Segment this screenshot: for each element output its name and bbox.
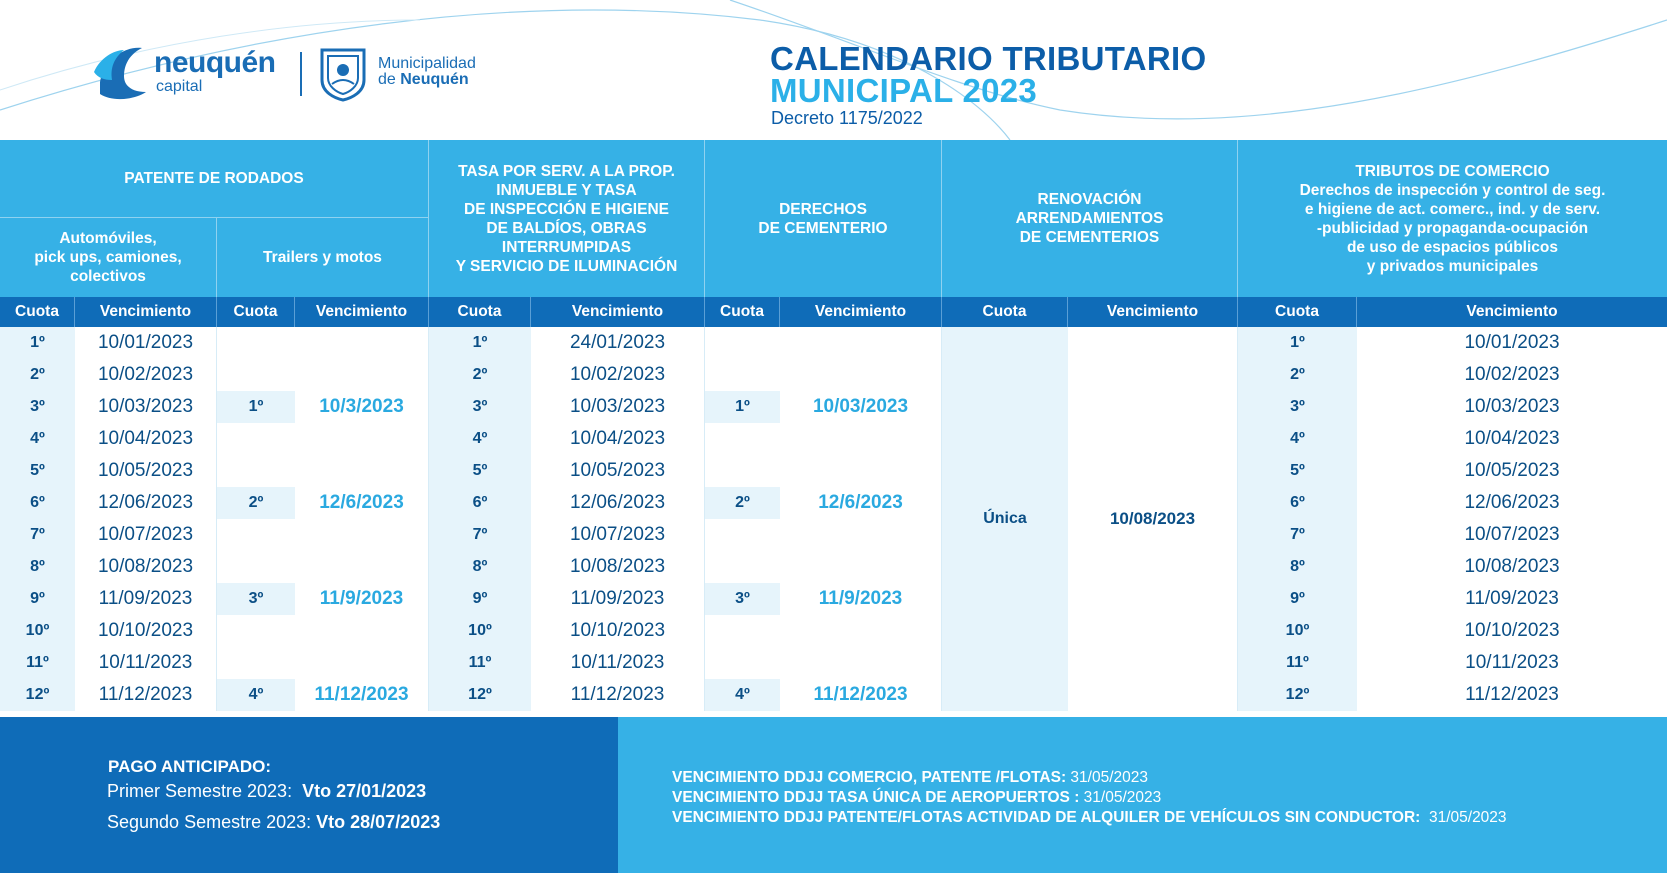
- comercio-vencimiento: 10/01/2023: [1464, 332, 1560, 353]
- auto-vencimiento: 10/01/2023: [75, 327, 217, 359]
- group-header-cementerio: DERECHOS DE CEMENTERIO: [705, 140, 942, 297]
- trailers-cuota: 2º: [217, 487, 295, 519]
- muni-line2-prefix: de: [378, 71, 401, 88]
- ddjj-line: [672, 769, 1148, 787]
- comercio-vencimiento: 10/11/2023: [1465, 652, 1559, 673]
- trailers-empty-cell: [295, 455, 429, 487]
- comercio-vencimiento: 10/08/2023: [1464, 556, 1560, 577]
- auto-cuota: 6º: [0, 487, 75, 519]
- tasa-vencimiento: 10/05/2023: [531, 455, 705, 487]
- cementerio-empty-cell: [780, 551, 942, 583]
- col-header-cuota: Cuota: [0, 297, 75, 327]
- tasa-cuota: 2º: [429, 359, 531, 391]
- tasa-cuota: 5º: [429, 455, 531, 487]
- subgroup-header-automoviles: Automóviles, pick ups, camiones, colectivos: [0, 217, 217, 297]
- comercio-vencimiento: 10/05/2023: [1464, 460, 1560, 481]
- col-header-cuota: Cuota: [1238, 297, 1357, 327]
- cementerio-vencimiento: 11/9/2023: [780, 583, 942, 615]
- auto-cuota: 8º: [0, 551, 75, 583]
- ddjj-value: 31/05/2023: [1420, 809, 1507, 826]
- col-header-cuota: Cuota: [705, 297, 780, 327]
- trailers-empty-cell: [295, 327, 429, 359]
- trailers-vencimiento: 11/12/2023: [295, 679, 429, 711]
- trailers-empty-cell: [295, 647, 429, 679]
- cementerio-empty-cell: [780, 647, 942, 679]
- comercio-cuota: 3º: [1238, 391, 1357, 423]
- neuquen-capital-logo: [90, 42, 280, 102]
- trailers-empty-cell: [217, 359, 295, 391]
- cementerio-empty-cell: [780, 455, 942, 487]
- tasa-vencimiento: 11/12/2023: [531, 679, 705, 711]
- col-header-vencimiento: Vencimiento: [1357, 297, 1667, 327]
- ddjj-value: 31/05/2023: [1079, 789, 1162, 806]
- col-header-vencimiento: Vencimiento: [531, 297, 705, 327]
- comercio-vencimiento: 11/09/2023: [1465, 588, 1559, 609]
- comercio-cuota: 10º: [1238, 615, 1357, 647]
- muni-line1: Municipalidad: [378, 55, 476, 72]
- trailers-cuota: 1º: [217, 391, 295, 423]
- renovacion-date: 10/08/2023: [1068, 327, 1238, 711]
- trailers-empty-cell: [217, 455, 295, 487]
- trailers-vencimiento: 11/9/2023: [295, 583, 429, 615]
- group-header-tasa: TASA POR SERV. A LA PROP. INMUEBLE Y TASA DE INSPECCIÓN E HIGIENE DE BALDÍOS, OBRAS INTERRUMPIDAS Y SERVICIO DE ILUMINACIÓN: [429, 140, 705, 297]
- comercio-vencimiento: 11/12/2023: [1465, 684, 1559, 705]
- comercio-cuota: 4º: [1238, 423, 1357, 455]
- auto-vencimiento: 12/06/2023: [75, 487, 217, 519]
- cementerio-vencimiento: 11/12/2023: [780, 679, 942, 711]
- ddjj-label: VENCIMIENTO DDJJ PATENTE/FLOTAS ACTIVIDAD DE ALQUILER DE VEHÍCULOS SIN CONDUCTOR:: [672, 809, 1421, 826]
- ddjj-deadlines-panel: [618, 717, 1667, 873]
- col-header-vencimiento: Vencimiento: [75, 297, 217, 327]
- cementerio-empty-cell: [780, 519, 942, 551]
- subgroup-header-trailers: Trailers y motos: [217, 217, 429, 297]
- auto-vencimiento: 10/11/2023: [75, 647, 217, 679]
- cementerio-cuota: 2º: [705, 487, 780, 519]
- col-header-vencimiento: Vencimiento: [780, 297, 942, 327]
- ddjj-line: [672, 789, 1161, 807]
- trailers-vencimiento: 10/3/2023: [295, 391, 429, 423]
- comercio-cuota: 8º: [1238, 551, 1357, 583]
- auto-vencimiento: 10/03/2023: [75, 391, 217, 423]
- comercio-vencimiento: 12/06/2023: [1464, 492, 1560, 513]
- tax-calendar-table: [0, 140, 1667, 717]
- tasa-vencimiento: 10/07/2023: [531, 519, 705, 551]
- auto-cuota: 10º: [0, 615, 75, 647]
- auto-cuota: 12º: [0, 679, 75, 711]
- tasa-cuota: 10º: [429, 615, 531, 647]
- comercio-cuota: 6º: [1238, 487, 1357, 519]
- muni-line2-bold: Neuquén: [400, 71, 469, 88]
- page-title: CALENDARIO TRIBUTARIO: [770, 40, 1207, 77]
- trailers-empty-cell: [295, 615, 429, 647]
- tasa-vencimiento: 10/08/2023: [531, 551, 705, 583]
- auto-cuota: 1º: [0, 327, 75, 359]
- first-semester-value: Vto 27/01/2023: [302, 781, 427, 801]
- auto-cuota: 7º: [0, 519, 75, 551]
- tasa-cuota: 4º: [429, 423, 531, 455]
- logo-divider: [300, 52, 302, 96]
- tasa-cuota: 9º: [429, 583, 531, 615]
- col-header-cuota: Cuota: [942, 297, 1068, 327]
- tasa-cuota: 11º: [429, 647, 531, 679]
- cementerio-vencimiento: 12/6/2023: [780, 487, 942, 519]
- col-header-cuota: Cuota: [217, 297, 295, 327]
- trailers-empty-cell: [217, 519, 295, 551]
- comercio-cuota: 5º: [1238, 455, 1357, 487]
- trailers-empty-cell: [295, 359, 429, 391]
- cementerio-empty-cell: [780, 359, 942, 391]
- auto-vencimiento: 10/10/2023: [75, 615, 217, 647]
- col-header-cuota: Cuota: [429, 297, 531, 327]
- auto-cuota: 4º: [0, 423, 75, 455]
- second-semester-value: Vto 28/07/2023: [316, 812, 441, 832]
- cementerio-empty-cell: [705, 647, 780, 679]
- auto-vencimiento: 11/12/2023: [75, 679, 217, 711]
- tasa-vencimiento: 10/10/2023: [531, 615, 705, 647]
- trailers-empty-cell: [295, 519, 429, 551]
- cementerio-empty-cell: [780, 615, 942, 647]
- comercio-vencimiento: 10/04/2023: [1464, 428, 1560, 449]
- logo-name: neuquén: [154, 46, 276, 79]
- cementerio-vencimiento: 10/03/2023: [780, 391, 942, 423]
- trailers-empty-cell: [217, 423, 295, 455]
- tasa-cuota: 12º: [429, 679, 531, 711]
- cementerio-empty-cell: [705, 455, 780, 487]
- cementerio-empty-cell: [705, 359, 780, 391]
- auto-cuota: 11º: [0, 647, 75, 679]
- trailers-vencimiento: 12/6/2023: [295, 487, 429, 519]
- comercio-vencimiento: 10/03/2023: [1464, 396, 1560, 417]
- cementerio-empty-cell: [780, 423, 942, 455]
- second-semester-label: Segundo Semestre 2023:: [107, 812, 317, 832]
- comercio-cuota: 1º: [1238, 327, 1357, 359]
- cementerio-cuota: 3º: [705, 583, 780, 615]
- tasa-vencimiento: 24/01/2023: [531, 327, 705, 359]
- cementerio-empty-cell: [705, 327, 780, 359]
- cementerio-empty-cell: [780, 327, 942, 359]
- comercio-cuota: 12º: [1238, 679, 1357, 711]
- trailers-empty-cell: [295, 551, 429, 583]
- comercio-cuota: 7º: [1238, 519, 1357, 551]
- logo-subtitle: capital: [156, 78, 203, 95]
- municipalidad-label: [378, 56, 476, 88]
- group-header-patente: PATENTE DE RODADOS: [0, 140, 429, 217]
- pago-anticipado-title: PAGO ANTICIPADO:: [108, 757, 272, 776]
- cementerio-cuota: 4º: [705, 679, 780, 711]
- auto-cuota: 5º: [0, 455, 75, 487]
- trailers-empty-cell: [217, 615, 295, 647]
- trailers-cuota: 4º: [217, 679, 295, 711]
- first-semester-line: [107, 781, 426, 802]
- tasa-vencimiento: 12/06/2023: [531, 487, 705, 519]
- ddjj-label: VENCIMIENTO DDJJ TASA ÚNICA DE AEROPUERTOS :: [672, 789, 1080, 806]
- col-header-vencimiento: Vencimiento: [1068, 297, 1238, 327]
- pago-anticipado-panel: [0, 717, 618, 873]
- comercio-cuota: 11º: [1238, 647, 1357, 679]
- auto-vencimiento: 10/07/2023: [75, 519, 217, 551]
- decree-label: Decreto 1175/2022: [771, 108, 923, 128]
- tasa-cuota: 7º: [429, 519, 531, 551]
- trailers-empty-cell: [217, 551, 295, 583]
- tasa-vencimiento: 10/03/2023: [531, 391, 705, 423]
- renovacion-cuota: Única: [942, 327, 1068, 711]
- ddjj-value: 31/05/2023: [1066, 769, 1149, 786]
- auto-vencimiento: 11/09/2023: [75, 583, 217, 615]
- page-title-year: MUNICIPAL 2023: [770, 72, 1038, 109]
- auto-vencimiento: 10/04/2023: [75, 423, 217, 455]
- cementerio-empty-cell: [705, 551, 780, 583]
- auto-vencimiento: 10/08/2023: [75, 551, 217, 583]
- comercio-vencimiento: 10/02/2023: [1464, 364, 1560, 385]
- page-header: [0, 0, 1667, 140]
- tasa-cuota: 6º: [429, 487, 531, 519]
- tasa-cuota: 3º: [429, 391, 531, 423]
- auto-vencimiento: 10/05/2023: [75, 455, 217, 487]
- second-semester-line: [107, 812, 440, 833]
- ddjj-line: [672, 809, 1507, 827]
- comercio-vencimiento: 10/07/2023: [1464, 524, 1560, 545]
- municipal-shield-icon: [318, 46, 368, 102]
- tasa-vencimiento: 11/09/2023: [531, 583, 705, 615]
- comercio-cuota: 9º: [1238, 583, 1357, 615]
- tasa-vencimiento: 10/04/2023: [531, 423, 705, 455]
- group-header-renovacion: RENOVACIÓN ARRENDAMIENTOS DE CEMENTERIOS: [942, 140, 1238, 297]
- trailers-empty-cell: [217, 647, 295, 679]
- trailers-empty-cell: [217, 327, 295, 359]
- group-header-comercio: TRIBUTOS DE COMERCIO Derechos de inspección y control de seg. e higiene de act. comerc., ind. y de serv. -publicidad y propaganda-ocupación de uso de espacios públicos y privados municipales: [1238, 140, 1667, 297]
- tasa-vencimiento: 10/02/2023: [531, 359, 705, 391]
- tasa-cuota: 8º: [429, 551, 531, 583]
- comercio-cuota: 2º: [1238, 359, 1357, 391]
- first-semester-label: Primer Semestre 2023:: [107, 781, 303, 801]
- auto-cuota: 9º: [0, 583, 75, 615]
- swirl-logo-icon: [90, 42, 152, 102]
- cementerio-cuota: 1º: [705, 391, 780, 423]
- auto-cuota: 3º: [0, 391, 75, 423]
- cementerio-empty-cell: [705, 615, 780, 647]
- trailers-cuota: 3º: [217, 583, 295, 615]
- cementerio-empty-cell: [705, 519, 780, 551]
- auto-vencimiento: 10/02/2023: [75, 359, 217, 391]
- comercio-vencimiento: 10/10/2023: [1464, 620, 1560, 641]
- tasa-cuota: 1º: [429, 327, 531, 359]
- cementerio-empty-cell: [705, 423, 780, 455]
- col-header-vencimiento: Vencimiento: [295, 297, 429, 327]
- auto-cuota: 2º: [0, 359, 75, 391]
- ddjj-label: VENCIMIENTO DDJJ COMERCIO, PATENTE /FLOTAS:: [672, 769, 1067, 786]
- tasa-vencimiento: 10/11/2023: [531, 647, 705, 679]
- trailers-empty-cell: [295, 423, 429, 455]
